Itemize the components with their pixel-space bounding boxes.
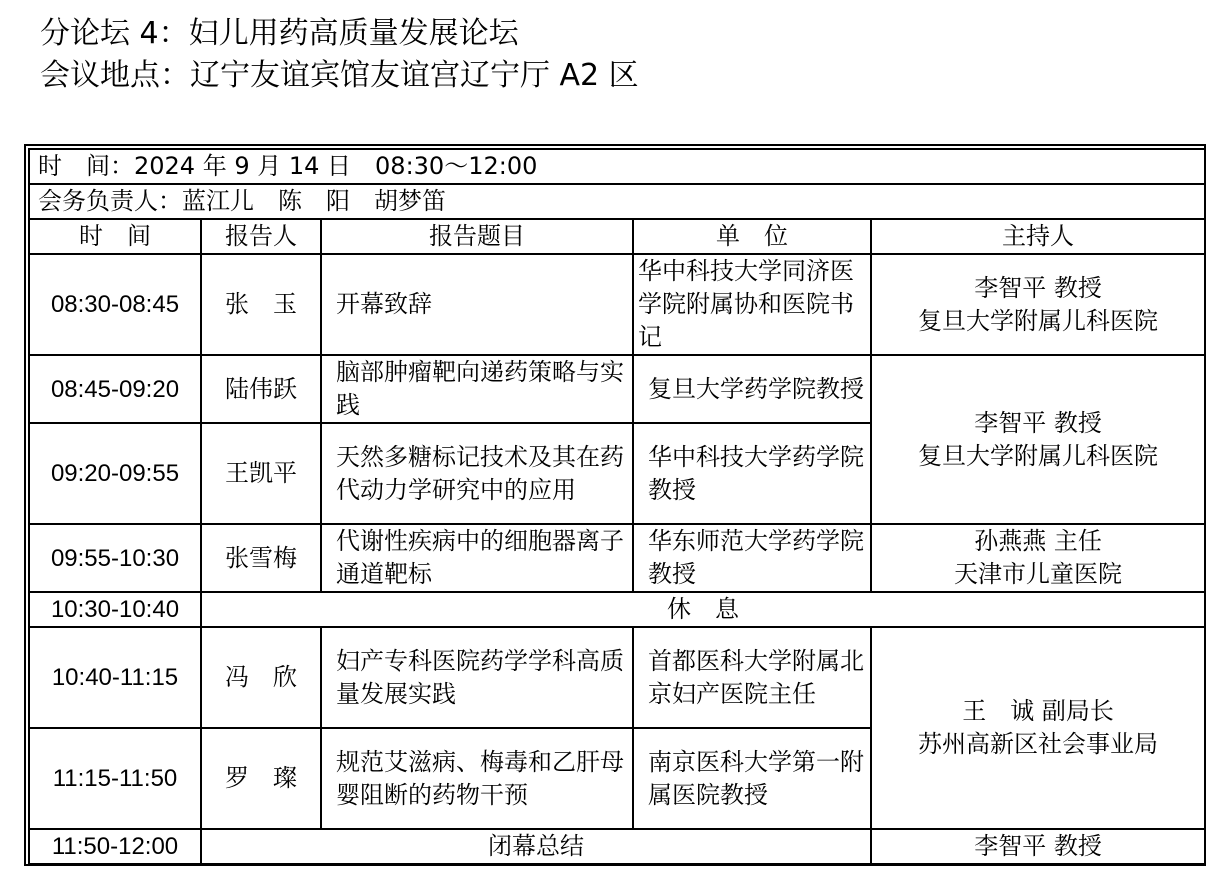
host-name: 李智平 教授 [974,273,1102,302]
host-org: 天津市儿童医院 [954,560,1123,588]
speaker: 王凯平 [201,423,321,524]
venue-line: 会议地点：辽宁友谊宾馆友谊宫辽宁厅 A2 区 [40,58,639,93]
unit: 南京医科大学第一附属医院教授 [633,728,871,829]
session-time: 09:20-09:55 [29,423,201,524]
meeting-time: 时 间：2024 年 9 月 14 日 08:30～12:00 [29,149,1205,184]
topic: 规范艾滋病、梅毒和乙肝母婴阻断的药物干预 [321,728,633,829]
table-row [29,524,1205,592]
info-row-owner [29,184,1205,219]
topic: 开幕致辞 [321,254,633,355]
forum-title: 分论坛 4：妇儿用药高质量发展论坛 [40,16,519,51]
column-header-topic: 报告题目 [321,219,633,254]
session-time: 10:30-10:40 [29,592,201,627]
unit: 华东师范大学药学院教授 [633,524,871,592]
speaker: 陆伟跃 [201,355,321,423]
unit: 华中科技大学药学院教授 [633,423,871,524]
speaker: 张雪梅 [201,524,321,592]
table-row [29,627,1205,728]
host-name: 王 诚 副局长 [962,697,1114,725]
unit: 华中科技大学同济医学院附属协和医院书记 [633,254,871,355]
break-label: 休 息 [201,592,1205,627]
session-time: 08:30-08:45 [29,254,201,355]
speaker: 冯 欣 [201,627,321,728]
column-header-unit: 单 位 [633,219,871,254]
topic: 脑部肿瘤靶向递药策略与实践 [321,355,633,423]
unit: 首都医科大学附属北京妇产医院主任 [633,627,871,728]
host-org: 复旦大学附属儿科医院 [918,306,1159,335]
info-row-time [29,149,1205,184]
host-cell [871,829,1205,864]
column-header-time: 时 间 [29,219,201,254]
speaker: 罗 璨 [201,728,321,829]
session-time: 10:40-11:15 [29,627,201,728]
unit: 复旦大学药学院教授 [633,355,871,423]
speaker: 张 玉 [201,254,321,355]
closing-label: 闭幕总结 [201,829,871,864]
topic: 妇产专科医院药学学科高质量发展实践 [321,627,633,728]
column-header-speaker: 报告人 [201,219,321,254]
host-cell [871,355,1205,524]
closing-row [29,829,1205,864]
table-row [29,254,1205,355]
meeting-owners: 会务负责人：蓝江儿 陈 阳 胡梦笛 [29,184,1205,219]
session-time: 08:45-09:20 [29,355,201,423]
schedule-table [28,148,1206,865]
host-cell [871,627,1205,829]
host-cell [871,524,1205,592]
table-header-row [29,219,1205,254]
topic: 代谢性疾病中的细胞器离子通道靶标 [321,524,633,592]
host-cell [871,254,1205,355]
session-time: 11:50-12:00 [29,829,201,864]
break-row [29,592,1205,627]
session-time: 09:55-10:30 [29,524,201,592]
table-row [29,355,1205,423]
column-header-host: 主持人 [871,219,1205,254]
host-org: 复旦大学附属儿科医院 [918,441,1159,470]
session-time: 11:15-11:50 [29,728,201,829]
topic: 天然多糖标记技术及其在药代动力学研究中的应用 [321,423,633,524]
host-name: 李智平 教授 [974,832,1102,860]
host-org: 苏州高新区社会事业局 [918,730,1159,758]
host-name: 李智平 教授 [974,408,1102,437]
host-name: 孙燕燕 主任 [974,527,1102,555]
